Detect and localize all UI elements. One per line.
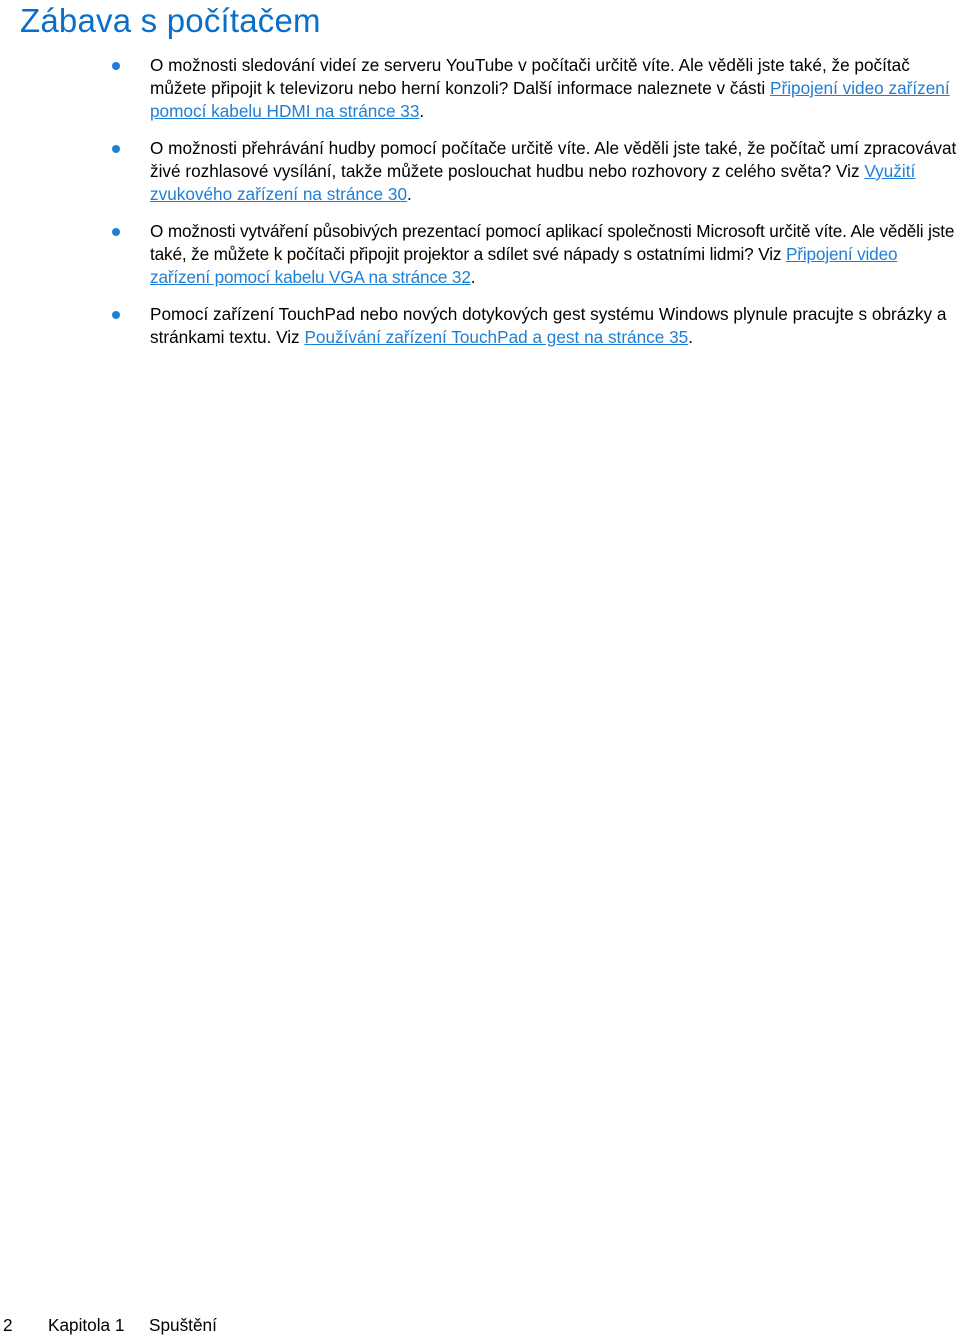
cross-reference-link[interactable]: Využití zvukového zařízení na stránce 30 — [150, 161, 916, 204]
list-item — [0, 137, 960, 206]
page-title: Zábava s počítačem — [20, 2, 321, 39]
item-punctuation: . — [470, 267, 476, 287]
bullet-icon — [112, 145, 120, 153]
list-item — [0, 54, 960, 123]
cross-reference-link[interactable]: Připojení video zařízení pomocí kabelu VGA na stránce 32 — [150, 244, 898, 287]
cross-reference-link[interactable]: Připojení video zařízení pomocí kabelu HDMI na stránce 33 — [150, 78, 950, 121]
chapter-label: Kapitola 1 — [48, 1315, 125, 1335]
page-footer — [3, 1314, 217, 1336]
item-text: O možnosti vytváření působivých prezentací pomocí aplikací společnosti Microsoft určitě víte. Ale věděli jste také, že můžete k počítači připojit projektor a sdílet své nápady s ostatními lidmi? Viz — [150, 221, 955, 264]
item-text: O možnosti přehrávání hudby pomocí počítače určitě víte. Ale věděli jste také, že počítač umí zpracovávat živé rozhlasové vysílání, takže můžete poslouchat hudbu nebo rozhovory z celého světa? Viz — [150, 138, 957, 181]
item-punctuation: . — [419, 101, 425, 121]
item-punctuation: . — [688, 327, 693, 347]
page-number: 2 — [3, 1315, 13, 1335]
chapter-title: Spuštění — [149, 1315, 217, 1335]
cross-reference-link[interactable]: Používání zařízení TouchPad a gest na stránce 35 — [304, 327, 689, 347]
bullet-list — [0, 54, 960, 363]
list-item — [0, 220, 960, 289]
item-punctuation: . — [407, 184, 412, 204]
item-text: Pomocí zařízení TouchPad nebo nových dotykových gest systému Windows plynule pracujte s obrázky a stránkami textu. Viz — [150, 304, 947, 347]
list-item — [0, 303, 960, 349]
bullet-icon — [112, 62, 120, 70]
bullet-icon — [112, 311, 120, 319]
item-text: O možnosti sledování videí ze serveru YouTube v počítači určitě víte. Ale věděli jste také, že počítač můžete připojit k televizoru nebo herní konzoli? Další informace naleznete v části — [150, 55, 910, 98]
bullet-icon — [112, 228, 120, 236]
